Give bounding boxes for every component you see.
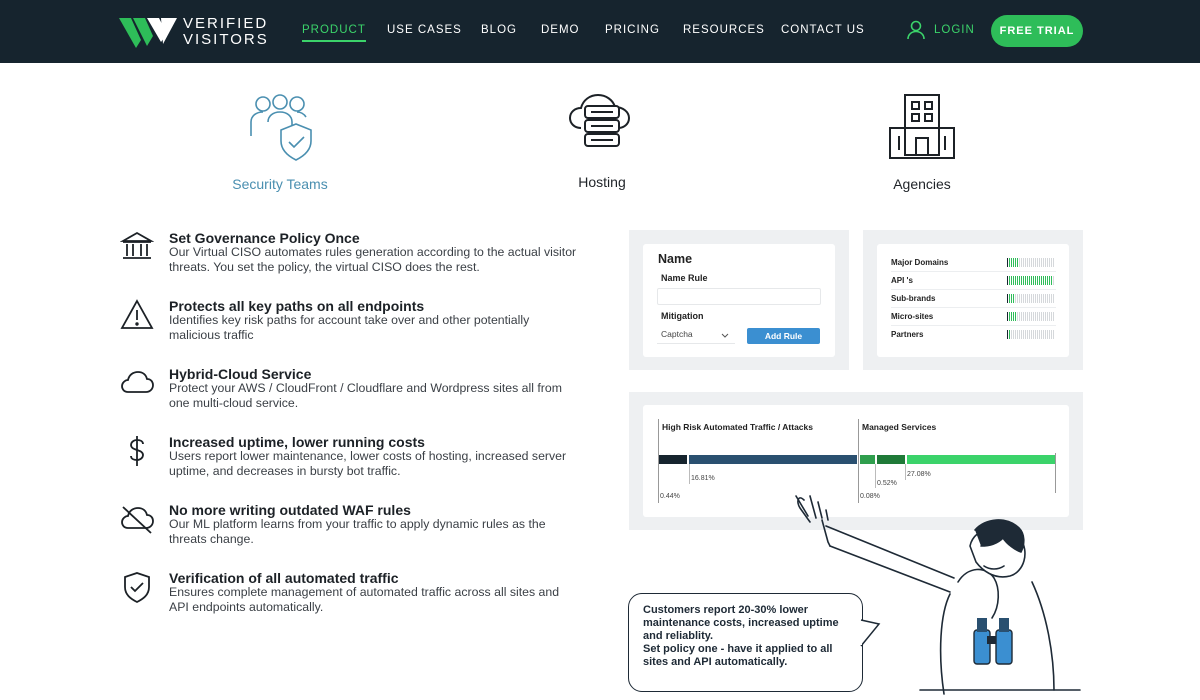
traffic-label: 0.08% (860, 493, 880, 500)
domain-row (891, 329, 1056, 344)
meter-tick (1009, 276, 1010, 285)
meter-tick (1011, 294, 1012, 303)
traffic-left-title: High Risk Automated Traffic / Attacks (662, 422, 813, 432)
feature-item (120, 570, 590, 620)
meter-tick (1029, 258, 1030, 267)
meter-tick (1011, 258, 1012, 267)
building-icon (887, 92, 957, 162)
domain-label: Sub-brands (891, 294, 936, 303)
meter-tick (1037, 276, 1038, 285)
meter-tick (1025, 258, 1026, 267)
domain-label: Micro-sites (891, 312, 934, 321)
chevron-down-icon (721, 333, 729, 339)
traffic-label: 0.44% (660, 493, 680, 500)
brand-logo[interactable] (119, 14, 269, 50)
domain-row (891, 257, 1056, 272)
feature-title: No more writing outdated WAF rules (169, 502, 411, 518)
meter-tick (1045, 294, 1046, 303)
meter-tick (1051, 330, 1052, 339)
divider (875, 464, 876, 488)
meter-tick (1019, 294, 1020, 303)
meter-tick (1007, 294, 1008, 303)
meter-tick (1015, 276, 1016, 285)
meter-tick (1009, 258, 1010, 267)
meter-tick (1039, 312, 1040, 321)
meter-tick (1025, 276, 1026, 285)
meter-tick (1023, 276, 1024, 285)
meter-tick (1025, 330, 1026, 339)
meter-tick (1013, 294, 1014, 303)
domain-label: API 's (891, 276, 913, 285)
feature-item (120, 434, 590, 484)
feature-description: Protect your AWS / CloudFront / Cloudflare and Wordpress sites all from one multi-cloud service. (169, 381, 562, 410)
meter-tick (1049, 330, 1050, 339)
meter-tick (1047, 276, 1048, 285)
feature-title: Protects all key paths on all endpoints (169, 298, 425, 314)
meter-tick (1035, 312, 1036, 321)
meter-tick (1029, 330, 1030, 339)
meter-tick (1051, 276, 1052, 285)
domain-level-meter (1007, 258, 1055, 267)
meter-tick (1039, 276, 1040, 285)
meter-tick (1031, 276, 1032, 285)
meter-tick (1045, 258, 1046, 267)
meter-tick (1029, 312, 1030, 321)
meter-tick (1035, 276, 1036, 285)
meter-tick (1045, 312, 1046, 321)
meter-tick (1007, 258, 1008, 267)
cloud-icon (120, 366, 154, 400)
nav-use-cases[interactable]: USE CASES (387, 24, 462, 36)
category-security-teams[interactable] (220, 92, 340, 192)
nav-pricing[interactable]: PRICING (605, 24, 660, 36)
nav-contact-us[interactable]: CONTACT US (781, 24, 865, 36)
nav-demo[interactable]: DEMO (541, 24, 580, 36)
meter-tick (1051, 312, 1052, 321)
meter-tick (1007, 276, 1008, 285)
meter-tick (1033, 330, 1034, 339)
meter-tick (1035, 294, 1036, 303)
meter-tick (1037, 312, 1038, 321)
domains-card (877, 244, 1069, 357)
meter-tick (1015, 258, 1016, 267)
meter-tick (1039, 294, 1040, 303)
meter-tick (1037, 258, 1038, 267)
category-label: Hosting (578, 174, 626, 190)
meter-tick (1019, 312, 1020, 321)
meter-tick (1017, 276, 1018, 285)
domain-level-meter (1007, 312, 1055, 321)
domain-level-meter (1007, 330, 1055, 339)
meter-tick (1023, 330, 1024, 339)
meter-tick (1039, 330, 1040, 339)
site-header (0, 0, 1200, 63)
meter-tick (1013, 330, 1014, 339)
meter-tick (1021, 312, 1022, 321)
meter-tick (1029, 276, 1030, 285)
meter-tick (1027, 330, 1028, 339)
login-link[interactable] (906, 20, 975, 40)
rule-name-heading: Name (658, 252, 693, 266)
meter-tick (1053, 294, 1054, 303)
meter-tick (1009, 312, 1010, 321)
speech-bubble (628, 593, 863, 692)
meter-tick (1021, 258, 1022, 267)
meter-tick (1053, 258, 1054, 267)
cloud-server-icon (567, 92, 637, 156)
meter-tick (1017, 294, 1018, 303)
divider (905, 464, 906, 480)
meter-tick (1009, 330, 1010, 339)
meter-tick (1019, 330, 1020, 339)
domains-panel (863, 230, 1083, 370)
meter-tick (1033, 312, 1034, 321)
bubble-tail (860, 618, 884, 648)
login-label: LOGIN (934, 24, 975, 36)
name-rule-input[interactable] (657, 288, 821, 305)
shield-check-icon (120, 570, 154, 604)
meter-tick (1041, 258, 1042, 267)
domain-label: Partners (891, 330, 924, 339)
feature-item (120, 230, 590, 280)
logo-line-2: VISITORS (183, 31, 269, 48)
feature-item (120, 502, 590, 552)
meter-tick (1011, 276, 1012, 285)
feature-item (120, 366, 590, 416)
meter-tick (1031, 258, 1032, 267)
meter-tick (1021, 276, 1022, 285)
meter-tick (1013, 258, 1014, 267)
meter-tick (1033, 258, 1034, 267)
logo-icon (119, 14, 179, 50)
feature-item (120, 298, 590, 348)
meter-tick (1035, 330, 1036, 339)
meter-tick (1027, 258, 1028, 267)
meter-tick (1017, 312, 1018, 321)
mitigation-label: Mitigation (661, 311, 704, 321)
meter-tick (1043, 294, 1044, 303)
mitigation-select-value: Captcha (661, 329, 693, 339)
traffic-label: 16.81% (691, 475, 715, 482)
meter-tick (1037, 294, 1038, 303)
bubble-text-1: Customers report 20-30% lower maintenance costs, increased uptime and reliablity. (643, 604, 839, 642)
meter-tick (1021, 330, 1022, 339)
meter-tick (1043, 312, 1044, 321)
traffic-bar-segment (659, 455, 687, 464)
meter-tick (1027, 312, 1028, 321)
domain-row (891, 293, 1056, 308)
meter-tick (1051, 258, 1052, 267)
cloud-off-icon (120, 502, 154, 536)
feature-description: Our ML platform learns from your traffic to apply dynamic rules as the threats change. (169, 517, 546, 546)
traffic-bar-segment (860, 455, 875, 464)
meter-tick (1009, 294, 1010, 303)
meter-tick (1019, 276, 1020, 285)
warning-icon (120, 298, 154, 332)
meter-tick (1015, 312, 1016, 321)
meter-tick (1017, 330, 1018, 339)
traffic-bar-segment (877, 455, 905, 464)
meter-tick (1031, 330, 1032, 339)
meter-tick (1013, 312, 1014, 321)
meter-tick (1031, 294, 1032, 303)
meter-tick (1013, 276, 1014, 285)
name-rule-label: Name Rule (661, 273, 708, 283)
meter-tick (1037, 330, 1038, 339)
meter-tick (1017, 258, 1018, 267)
feature-description: Ensures complete management of automated traffic across all sites and API endpoints automatically. (169, 585, 560, 614)
meter-tick (1015, 294, 1016, 303)
domain-row (891, 275, 1056, 290)
meter-tick (1021, 294, 1022, 303)
meter-tick (1007, 312, 1008, 321)
meter-tick (1007, 330, 1008, 339)
nav-product[interactable]: PRODUCT (302, 24, 366, 36)
meter-tick (1053, 330, 1054, 339)
traffic-bar-segment (689, 455, 857, 464)
meter-tick (1027, 294, 1028, 303)
divider (1055, 453, 1056, 493)
category-label: Security Teams (232, 176, 328, 192)
meter-tick (1023, 258, 1024, 267)
domain-row (891, 311, 1056, 326)
security-team-icon (245, 92, 315, 162)
meter-tick (1053, 276, 1054, 285)
meter-tick (1043, 330, 1044, 339)
meter-tick (1045, 276, 1046, 285)
dollar-icon (120, 434, 154, 468)
meter-tick (1043, 276, 1044, 285)
divider (689, 464, 690, 484)
bubble-text-2: Set policy one - have it applied to all sites and API automatically. (643, 643, 833, 668)
nav-blog[interactable]: BLOG (481, 24, 517, 36)
meter-tick (1041, 294, 1042, 303)
rule-panel (629, 230, 849, 370)
traffic-label: 0.52% (877, 480, 897, 487)
category-label: Agencies (893, 176, 951, 192)
meter-tick (1041, 312, 1042, 321)
meter-tick (1045, 330, 1046, 339)
feature-title: Verification of all automated traffic (169, 570, 399, 586)
domain-level-meter (1007, 276, 1055, 285)
meter-tick (1039, 258, 1040, 267)
meter-tick (1023, 312, 1024, 321)
logo-line-1: VERIFIED (183, 15, 269, 32)
meter-tick (1047, 294, 1048, 303)
meter-tick (1035, 258, 1036, 267)
meter-tick (1043, 258, 1044, 267)
meter-tick (1031, 312, 1032, 321)
meter-tick (1041, 330, 1042, 339)
nav-resources[interactable]: RESOURCES (683, 24, 765, 36)
meter-tick (1033, 276, 1034, 285)
feature-description: Our Virtual CISO automates rules generation according to the actual visitor threats. You set the policy, the virtual CISO does the rest. (169, 245, 577, 274)
logo-text (183, 16, 269, 48)
meter-tick (1049, 312, 1050, 321)
feature-title: Increased uptime, lower running costs (169, 434, 425, 450)
category-agencies[interactable] (862, 92, 982, 192)
domain-level-meter (1007, 294, 1055, 303)
meter-tick (1047, 258, 1048, 267)
traffic-right-title: Managed Services (862, 422, 937, 432)
meter-tick (1025, 312, 1026, 321)
rule-card (643, 244, 835, 357)
meter-tick (1049, 258, 1050, 267)
meter-tick (1049, 276, 1050, 285)
feature-title: Set Governance Policy Once (169, 230, 360, 246)
meter-tick (1053, 312, 1054, 321)
meter-tick (1023, 294, 1024, 303)
feature-title: Hybrid-Cloud Service (169, 366, 312, 382)
meter-tick (1025, 294, 1026, 303)
meter-tick (1011, 330, 1012, 339)
meter-tick (1015, 330, 1016, 339)
meter-tick (1051, 294, 1052, 303)
add-rule-button[interactable]: Add Rule (747, 328, 820, 344)
meter-tick (1019, 258, 1020, 267)
meter-tick (1027, 276, 1028, 285)
feature-description: Identifies key risk paths for account take over and other potentially malicious traffic (169, 313, 530, 342)
meter-tick (1041, 276, 1042, 285)
meter-tick (1047, 330, 1048, 339)
domain-label: Major Domains (891, 258, 949, 267)
meter-tick (1029, 294, 1030, 303)
bank-icon (120, 230, 154, 264)
category-hosting[interactable] (542, 92, 662, 190)
user-icon (906, 20, 926, 40)
traffic-label: 27.08% (907, 471, 931, 478)
meter-tick (1047, 312, 1048, 321)
feature-description: Users report lower maintenance, lower costs of hosting, increased server uptime, and decreases in bursty bot traffic. (169, 449, 567, 478)
mitigation-select[interactable] (657, 326, 735, 344)
free-trial-button[interactable]: FREE TRIAL (991, 15, 1083, 47)
traffic-bar-segment (907, 455, 1055, 464)
meter-tick (1033, 294, 1034, 303)
meter-tick (1011, 312, 1012, 321)
meter-tick (1049, 294, 1050, 303)
